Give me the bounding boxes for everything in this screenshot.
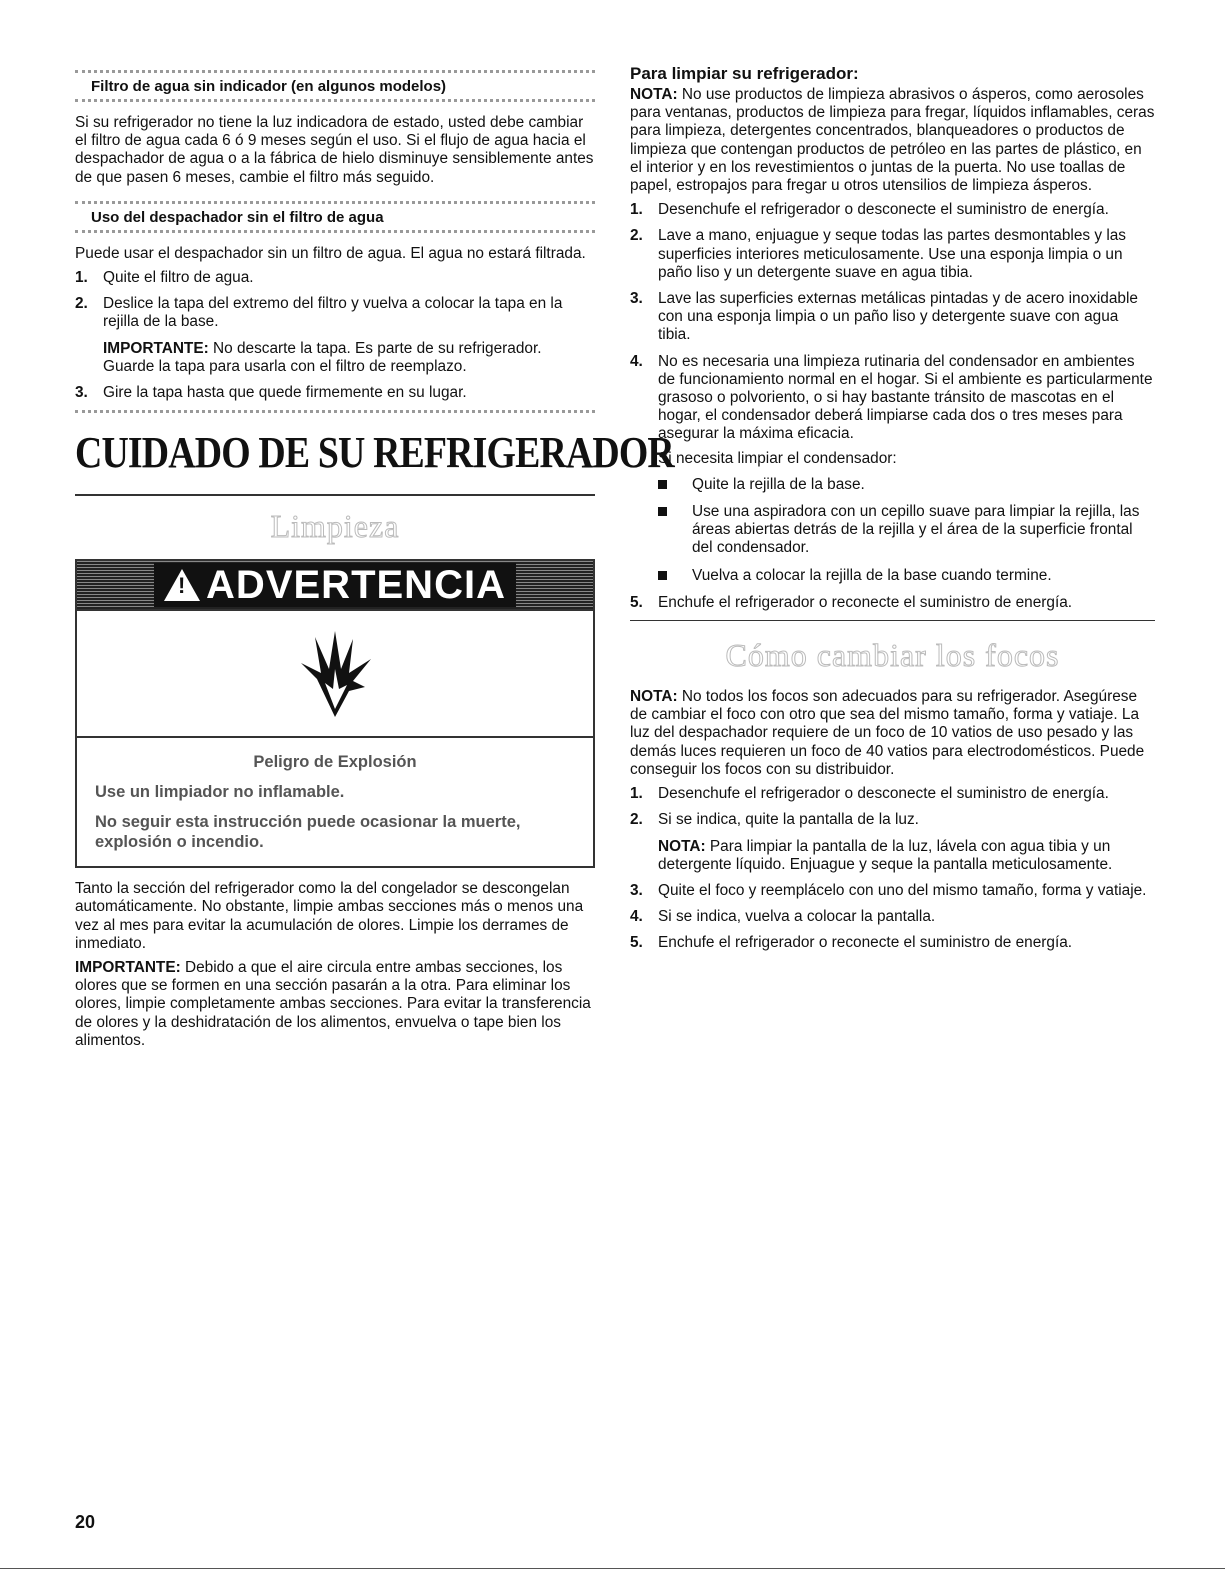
cleaning-heading: Para limpiar su refrigerador: xyxy=(630,64,859,83)
warning-box xyxy=(75,559,595,868)
warning-triangle-icon: ! xyxy=(164,569,200,601)
cleaning-paragraph: Tanto la sección del refrigerador como la del congelador se descongelan automáticamente. No obstante, limpie ambas secciones más o menos una vez al mes para evitar la acumulación de olores. Limpie los derrames de inmediato. xyxy=(75,880,584,952)
section-subtitle: Limpieza xyxy=(270,508,400,545)
list-item: Vuelva a colocar la rejilla de la base cuando termine. xyxy=(658,567,1155,585)
list-item: 2. Lave a mano, enjuague y seque todas las partes desmontables y las superficies interiores meticulosamente. Use una esponja limpia o un paño liso y un detergente suave en agua tibia. xyxy=(630,227,1127,281)
list-item: 4. No es necesaria una limpieza rutinaria del condensador en ambientes de funcionamiento normal en el hogar. Si el ambiente es particularmente grasoso o polvoriento, o si hay bastante tránsito de mascotas en el hogar, el condensador deberá limpiarse cada dos o tres meses para asegurar la máxima eficacia. Si necesita limpiar el condensador: Quite la rejilla de la base. Use una aspiradora con un cepillo suave para limpiar la rejilla, las áreas abiertas detrás de la rejilla y el área de la superficie frontal del condensador. Vuelva a colocar la rejilla de la base cuando termine. xyxy=(630,353,1155,585)
cleaning-note: NOTA: No use productos de limpieza abrasivos o ásperos, como aerosoles para ventanas, productos de limpieza para fregar, líquidos inflamables, ceras para limpieza, detergentes concentrados, blanqueadores o productos de limpieza que contengan productos de petróleo en las partes de plástico, en el interior y en los revestimientos o juntas de la puerta. No use toallas de papel, estropajos para fregar u otros utensilios de limpieza ásperos. xyxy=(630,86,1155,195)
warning-consequence: No seguir esta instrucción puede ocasionar la muerte, explosión o incendio. xyxy=(95,813,521,852)
filter-no-indicator-heading: Filtro de agua sin indicador (en algunos modelos) xyxy=(75,70,595,102)
list-item: 3. Quite el foco y reemplácelo con uno del mismo tamaño, forma y vatiaje. xyxy=(630,881,1147,899)
section-rule xyxy=(630,620,1155,621)
list-item: Use una aspiradora con un cepillo suave para limpiar la rejilla, las áreas abiertas detrás de la rejilla y el área de la superficie frontal del condensador. xyxy=(658,503,1155,558)
important-paragraph: IMPORTANTE: Debido a que el aire circula entre ambas secciones, los olores que se formen en una sección pasarán a la otra. Para eliminar los olores, limpie completamente ambas secciones. Para evitar la transferencia de olores y la deshidratación de los alimentos, envuelva o tape bien los alimentos. xyxy=(75,959,591,1049)
warning-instruction: Use un limpiador no inflamable. xyxy=(95,783,345,802)
bottom-rule xyxy=(0,1568,1225,1569)
page-number: 20 xyxy=(75,1512,96,1532)
list-item: 4. Si se indica, vuelva a colocar la pantalla. xyxy=(630,908,936,926)
list-item: 1. Quite el filtro de agua. xyxy=(75,269,254,287)
list-item: Quite la rejilla de la base. xyxy=(658,476,1155,494)
page-title: CUIDADO DE SU REFRIGERADOR xyxy=(75,428,674,478)
cleaning-steps xyxy=(630,201,1155,612)
warning-header-label: ADVERTENCIA xyxy=(206,562,506,607)
list-item: 3. Gire la tapa hasta que quede firmemente en su lugar. xyxy=(75,384,467,402)
dispenser-steps xyxy=(75,269,595,402)
dispenser-no-filter-body: Puede usar el despachador sin un filtro de agua. El agua no estará filtrada. xyxy=(75,244,586,262)
title-rule xyxy=(75,494,595,496)
bulbs-subtitle: Cómo cambiar los focos xyxy=(725,637,1060,674)
important-note: IMPORTANTE: No descarte la tapa. Es parte de su refrigerador. Guarde la tapa para usarla con el filtro de reemplazo. xyxy=(103,339,542,375)
list-item: 5. Enchufe el refrigerador o reconecte el suministro de energía. xyxy=(630,934,1073,952)
left-column xyxy=(75,70,674,1050)
condenser-bullets xyxy=(658,476,1155,585)
list-item: 1. Desenchufe el refrigerador o desconecte el suministro de energía. xyxy=(630,785,1109,803)
list-item: 3. Lave las superficies externas metálicas pintadas y de acero inoxidable con una esponja limpia o un paño liso y detergente suave con agua tibia. xyxy=(630,290,1138,344)
dispenser-no-filter-heading: Uso del despachador sin el filtro de agua xyxy=(75,201,595,233)
warning-hazard: Peligro de Explosión xyxy=(253,753,417,772)
warning-body xyxy=(77,738,593,866)
warning-header xyxy=(77,561,593,611)
list-item: 1. Desenchufe el refrigerador o desconecte el suministro de energía. xyxy=(630,201,1109,219)
list-item: 5. Enchufe el refrigerador o reconecte el suministro de energía. xyxy=(630,593,1073,611)
list-item: 2. Deslice la tapa del extremo del filtro y vuelva a colocar la tapa en la rejilla de la base. IMPORTANTE: No descarte la tapa. Es parte de su refrigerador. Guarde la tapa para usarla con el filtro de reemplazo. xyxy=(75,295,595,376)
filter-no-indicator-body: Si su refrigerador no tiene la luz indicadora de estado, usted debe cambiar el filtro de agua cada 6 ó 9 meses según el uso. Si el flujo de agua hacia el despachador de agua o a la fábrica de hielo disminuye sensiblemente antes de que pasen 6 meses, cambie el filtro más seguido. xyxy=(75,114,594,186)
list-item: 2. Si se indica, quite la pantalla de la luz. NOTA: Para limpiar la pantalla de la luz, lávela con agua tibia y un detergente líquido. Enjuague y seque la pantalla meticulosamente. xyxy=(630,811,1113,873)
explosion-icon xyxy=(77,611,593,738)
bulbs-steps xyxy=(630,785,1155,952)
right-column xyxy=(630,64,1155,961)
bulbs-note: NOTA: No todos los focos son adecuados para su refrigerador. Asegúrese de cambiar el foco con otro que sea del mismo tamaño, forma y vatiaje. La luz del despachador requiere de un foco de 10 vatios de uso pesado y las demás luces requieren un foco de 40 vatios para electrodomésticos. Puede conseguir los focos con su distribuidor. xyxy=(630,688,1145,778)
